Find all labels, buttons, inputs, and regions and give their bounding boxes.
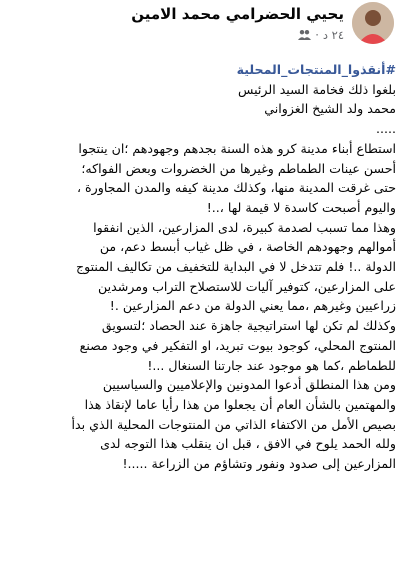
post-line: بصيص الأمل من الاكتفاء الذاتي من المنتوجات المحلية الذي بدأ bbox=[71, 416, 396, 432]
post-line: وهذا مما تسبب لصدمة كبيرة، لدى المزارعين، الذين انفقوا bbox=[93, 219, 396, 235]
post-line: ..... bbox=[375, 121, 396, 137]
post-line: المزارعين إلى صدود ونفور وتشاؤم من الزراعة .....! bbox=[122, 456, 396, 472]
post-body bbox=[6, 60, 396, 474]
hashtag-link[interactable]: #أنقذوا_المنتجات_المحلية bbox=[236, 62, 396, 77]
post-line: بلغوا ذلك فخامة السيد الرئيس bbox=[238, 81, 396, 97]
post-line: حتى غرقت المدينة منها، وكذلك مدينة كيفه والمدن المجاورة ، bbox=[76, 180, 396, 196]
post-line: ومن هذا المنطلق أدعوا المدونين والإعلاميين والسياسيين bbox=[102, 377, 396, 393]
post-meta: ٢٤ د · bbox=[298, 28, 344, 42]
post-line: للطماطم ،كما هو موجود عند جارتنا السنغال ...! bbox=[147, 357, 396, 373]
author-name[interactable]: يحيي الحضرامي محمد الامين bbox=[131, 5, 344, 23]
post-line: والمهتمين بالشأن العام أن يجعلوا من هذا رأيا عاما لإنقاذ هذا bbox=[84, 396, 396, 412]
post-line: محمد ولد الشيخ الغزواني bbox=[264, 101, 396, 117]
post-header bbox=[0, 0, 400, 56]
post-line: أحسن عينات الطماطم وغيرها من الخضروات وبعض الفواكه؛ bbox=[81, 160, 396, 176]
post-line: زراعيين وغيرهم ،مما يعني الدولة من دعم المزارعين .! bbox=[109, 298, 396, 314]
friends-audience-icon[interactable] bbox=[298, 29, 311, 41]
post-line: الدولة ..! فلم تتدخل لا في البداية للتخفيف من تكاليف المنتوج bbox=[75, 259, 396, 275]
post-line: واليوم أصبحت كاسدة لا قيمة لها ،..! bbox=[206, 199, 396, 215]
post-line: وكذلك لم تكن لها استراتيجية جاهزة عند الحصاد ؛لتسويق bbox=[101, 318, 396, 334]
post-line: استطاع أبناء مدينة كرو هذه السنة بجدهم وجهودهم ؛ان ينتجوا bbox=[78, 140, 396, 156]
avatar[interactable] bbox=[352, 2, 394, 44]
post-time[interactable]: ٢٤ د bbox=[322, 28, 344, 42]
post-line: أموالهم وجهودهم الخاصة ، في ظل غياب أبسط دعم، من bbox=[99, 239, 396, 255]
post-line: على المزارعين، كتوفير آليات للاستصلاح التراب ومرشدين bbox=[98, 278, 396, 294]
profile-photo bbox=[352, 2, 394, 44]
post-line: ولله الحمد يلوح في الافق ، قبل ان ينقلب هذا التوجه لدى bbox=[100, 436, 396, 452]
post-line: المنتوج المحلي، كوجود بيوت تبريد، او التفكير في وجود مصنع bbox=[79, 337, 396, 353]
